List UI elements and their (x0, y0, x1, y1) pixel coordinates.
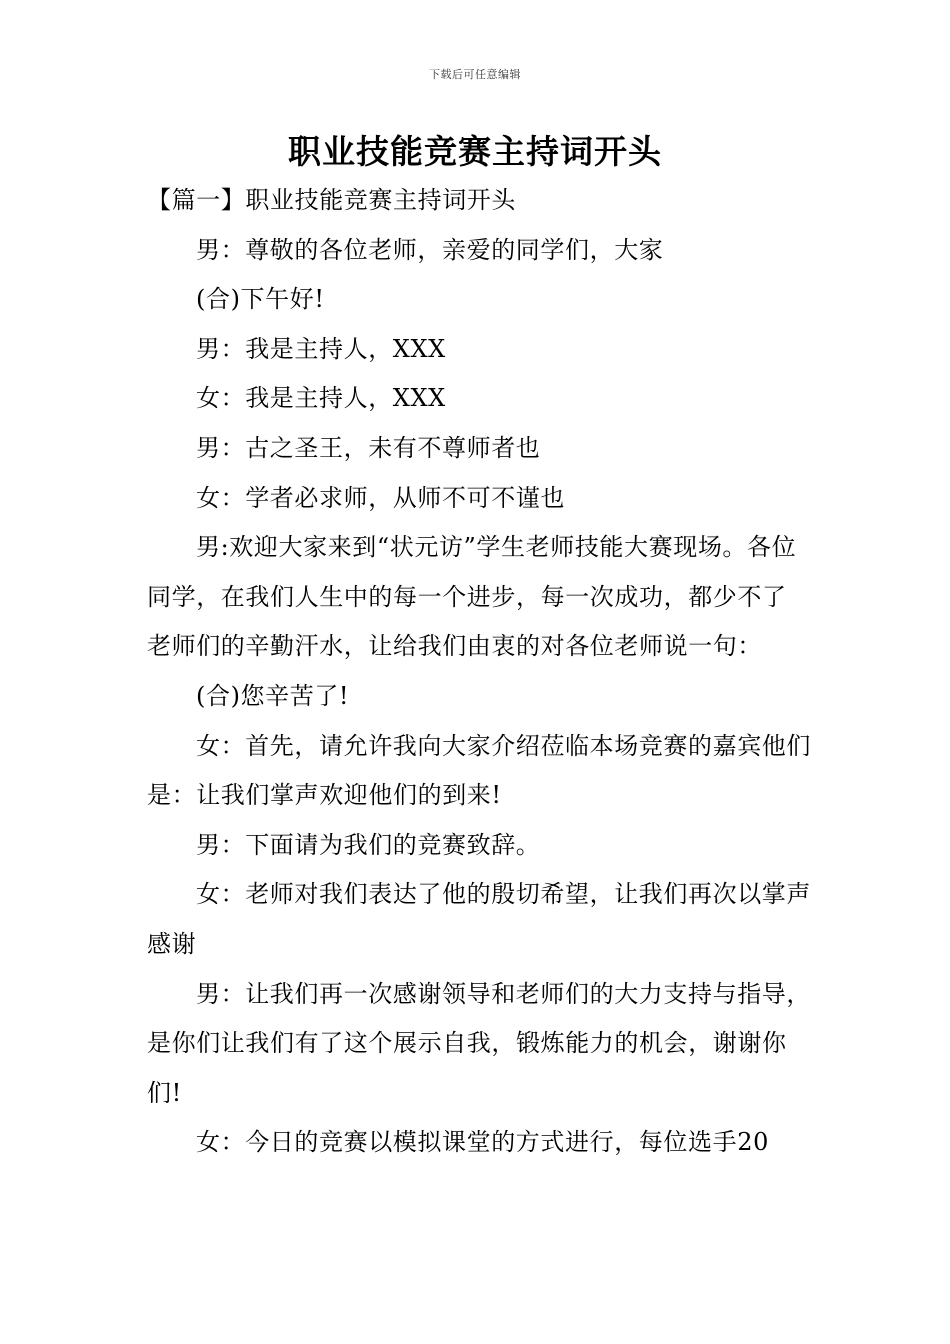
paragraph: 女：学者必求师，从师不可不谨也 (196, 483, 565, 512)
paragraph: (合)下午好! (196, 285, 325, 314)
paragraph: 女：我是主持人，XXX (196, 384, 446, 413)
document-title: 职业技能竞赛主持词开头 (288, 132, 662, 171)
paragraph: 男：让我们再一次感谢领导和老师们的大力支持与指导，是你们让我们有了这个展示自我，锻炼能力的机会，谢谢你们! (147, 979, 811, 1107)
section-heading: 【篇一】职业技能竞赛主持词开头 (147, 186, 516, 214)
paragraph: 男：古之圣王，未有不尊师者也 (196, 433, 541, 462)
paragraph: (合)您辛苦了! (196, 681, 350, 710)
paragraph: 男：我是主持人，XXX (196, 334, 446, 363)
document-body (147, 176, 811, 1168)
paragraph: 女：老师对我们表达了他的殷切希望，让我们再次以掌声感谢 (147, 880, 811, 958)
paragraph: 男：下面请为我们的竞赛致辞。 (196, 830, 541, 859)
paragraph: 女：首先，请允许我向大家介绍莅临本场竞赛的嘉宾他们是：让我们掌声欢迎他们的到来! (147, 731, 811, 810)
header-note: 下载后可任意编辑 (429, 68, 521, 81)
paragraph: 男:欢迎大家来到“状元访”学生老师技能大赛现场。各位同学，在我们人生中的每一个进步，每一次成功，都少不了老师们的辛勤汗水，让给我们由衷的对各位老师说一句： (147, 533, 797, 661)
paragraph: 男：尊敬的各位老师，亲爱的同学们，大家 (196, 235, 664, 264)
paragraph: 女：今日的竞赛以模拟课堂的方式进行，每位选手20 (196, 1128, 769, 1157)
